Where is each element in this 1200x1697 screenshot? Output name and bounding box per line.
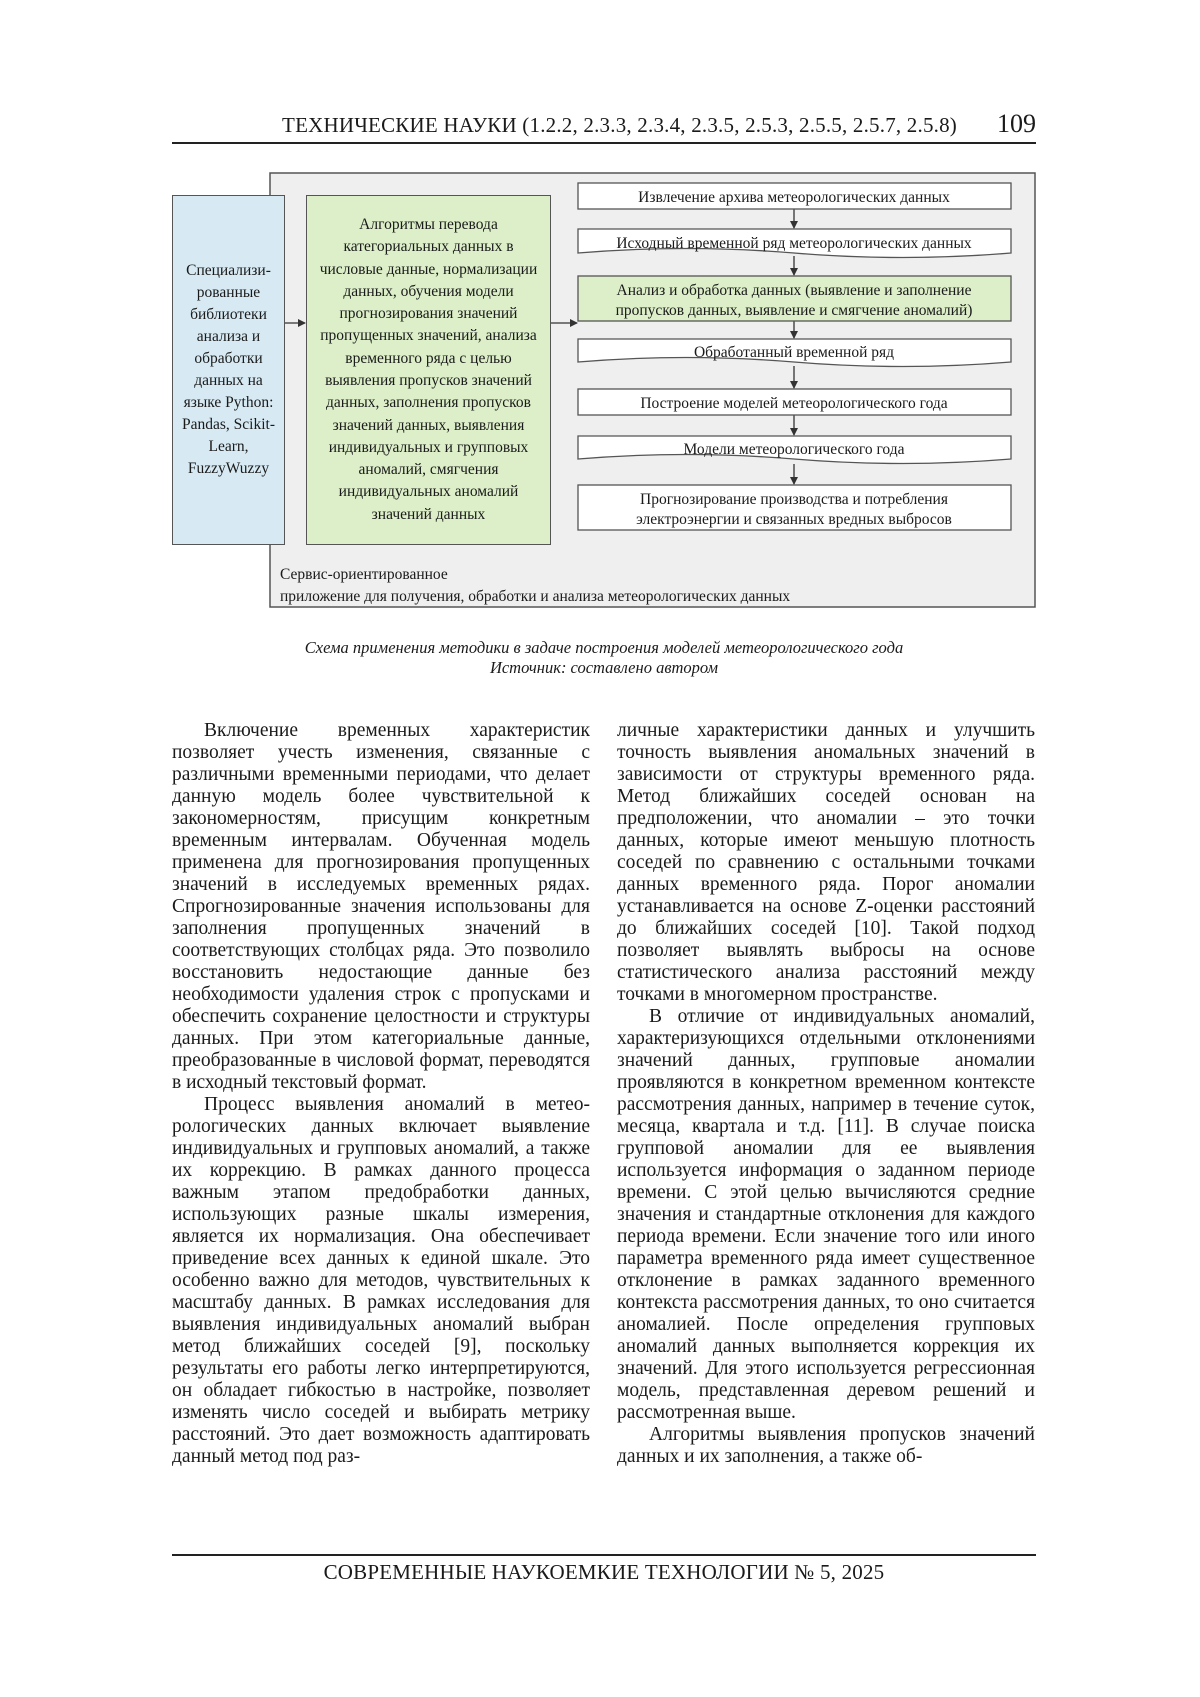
service-label-line1: Сервис-ориентированное (280, 566, 448, 583)
service-label-line2: приложение для получения, обработки и анализа метеорологических данных (280, 588, 791, 605)
caption-title: Схема применения методики в задаче построения моделей метеорологического года (304, 638, 904, 657)
text-column-left (172, 720, 590, 1468)
figure-diagram (172, 172, 1036, 609)
step-7-text-line1: Прогнозирование производства и потребления (640, 491, 948, 508)
paragraph: Алгоритмы выявления пропусков значений данных и их заполнения, а также об- (617, 1424, 1035, 1467)
step-2-text: Исходный временной ряд метеорологических данных (616, 235, 972, 252)
paragraph: личные характеристики данных и улучшить точность выявления аномальных значений в зависимости от структуры временного ряда. Метод ближайших соседей основан на предположении, что аномалии – это точки данных, которые имеют меньшую плотность соседей по сравнению с остальными точками данных временного ряда. Порог аномалии устанавливается на основе Z-оценки расстояний до ближайших соседей [10]. Такой подход позволяет выявлять выбросы на основе статистического анализа расстояний между точками в многомерном пространстве. (617, 720, 1035, 1005)
journal-footer: СОВРЕМЕННЫЕ НАУКОЕМКИЕ ТЕХНОЛОГИИ № 5, 2025 (172, 1554, 1036, 1585)
step-3-text-line2: пропусков данных, выявление и смягчение аномалий) (615, 302, 973, 319)
figure-caption (172, 638, 1036, 678)
step-5-text: Построение моделей метеорологического года (640, 395, 948, 412)
step-6-text: Модели метеорологического года (683, 441, 905, 458)
algorithms-box: Алгоритмы перевода категориальных данных в числовые данные, нормализации данных, обучения модели прогнозирования значений пропущенных значений, анализа временного ряда с целью выявления пропусков значений данных, заполнения пропусков значений данных, выявления индивидуальных и групповых аномалий, смягчения индивидуальных аномалий значений данных (306, 195, 551, 545)
paragraph: Процесс выявления аномалий в метеорологических данных включает выявление индивидуальных и групповых аномалий, а также их коррекцию. В рамках данного процесса важным этапом предобработки данных, использующих разные шкалы измерения, является их нормализация. Она обеспечивает приведение всех данных к единой шкале. Это особенно важно для методов, чувствительных к масштабу данных. В рамках исследования для выявления индивидуальных аномалий выбран метод ближайших соседей [9], поскольку результаты его работы легко интерпретируются, он обладает гибкостью в настройке, позволяет изменять число соседей и выбирать метрику расстояний. Это дает возможность адаптировать данный метод под раз- (172, 1094, 590, 1467)
step-1-text: Извлечение архива метеорологических данных (638, 189, 950, 206)
paragraph: В отличие от индивидуальных аномалий, характеризующихся отдельными отклонениями значений данных, групповые аномалии проявляются в конкретном временном контексте рассмотрения данных, например в течение суток, месяца, квартала и т.д. [11]. В случае поиска групповой аномалии для ее выявления используется информация о заданном периоде времени. С этой целью вычисляются средние значения и стандартные отклонения для каждого периода времени. Если значение того или иного параметра временного ряда имеет существенное отклонение в рамках заданного временного контекста рассмотрения данных, то оно считается аномалией. После определения групповых аномалий данных выполняется коррекция их значений. Для этого используется регрессионная модель, представленная деревом решений и рассмотренная выше. (617, 1006, 1035, 1423)
running-header (172, 108, 1036, 144)
step-7-text-line2: электроэнергии и связанных вредных выбросов (636, 511, 952, 528)
paragraph: Включение временных характеристик позволяет учесть изменения, связанные с различными временными периодами, что делает данную модель более чувствительной к закономерностям, присущим конкретным временным интервалам. Обученная модель применена для прогнозирования пропущенных значений в исследуемых временных рядах. Спрогнозированные значения использованы для заполнения пропущенных значений в соответствующих столбцах ряда. Это позволило восстановить недостающие данные без необходимости удаления строк с пропусками и обеспечить сохранение целостности и структуры данных. При этом категориальные данные, преобразованные в числовой формат, переводятся в исходный текстовый формат. (172, 720, 590, 1093)
running-title: ТЕХНИЧЕСКИЕ НАУКИ (1.2.2, 2.3.3, 2.3.4, 2.3.5, 2.5.3, 2.5.5, 2.5.7, 2.5.8) (282, 113, 957, 137)
service-label (280, 564, 790, 608)
diagram-graphics (172, 172, 1036, 609)
text-column-right (617, 720, 1035, 1468)
caption-source: Источник: составлено автором (489, 658, 719, 677)
step-3-text-line1: Анализ и обработка данных (выявление и заполнение (616, 282, 972, 299)
page-number: 109 (997, 109, 1036, 138)
step-4-text: Обработанный временной ряд (693, 344, 895, 361)
libraries-box: Специализи-рованные библиотеки анализа и обработки данных на языке Python: Pandas, Scikit-Learn, FuzzyWuzzy (172, 195, 285, 545)
